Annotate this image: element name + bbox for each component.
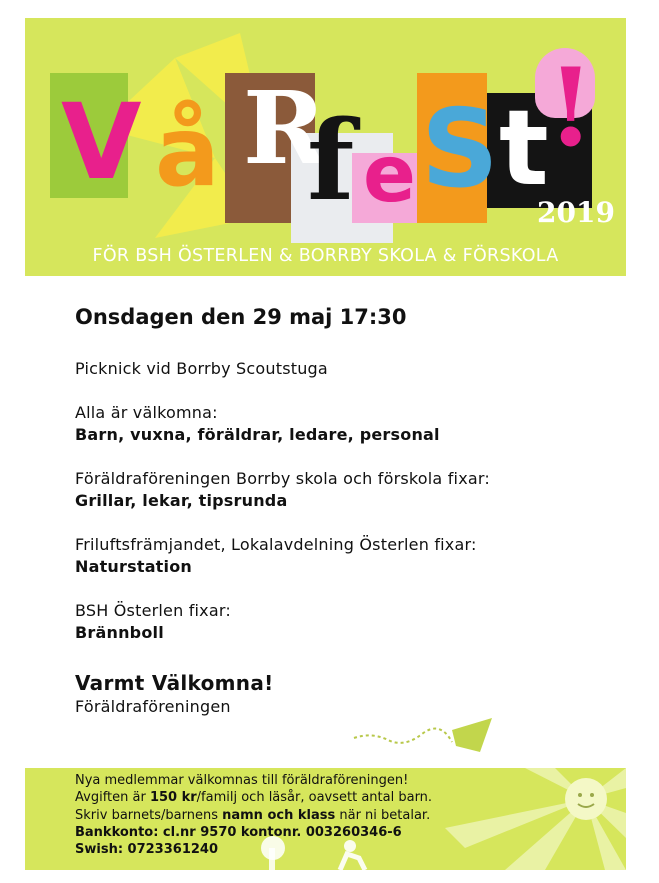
signature: Föräldraföreningen	[75, 697, 231, 716]
fee-text-a: Avgiften är	[75, 790, 150, 805]
welcome-heading: Alla är välkomna:	[75, 403, 218, 422]
note-text-a: Skriv barnets/barnens	[75, 808, 223, 823]
org3-items: Brännboll	[75, 623, 164, 642]
note-emphasis: namn och klass	[222, 808, 336, 823]
kite-icon	[352, 716, 492, 776]
membership-footer	[25, 768, 626, 870]
org2-heading: Friluftsfrämjandet, Lokalavdelning Österlen fixar:	[75, 535, 477, 554]
welcome-list: Barn, vuxna, föräldrar, ledare, personal	[75, 425, 440, 444]
footer-line-3	[75, 808, 430, 823]
event-date: Onsdagen den 29 maj 17:30	[75, 305, 407, 329]
title-letter-3: R	[243, 69, 327, 187]
title-letter-1: V	[61, 81, 142, 203]
title-letter-6: S	[421, 87, 499, 212]
event-year: 2019	[537, 196, 615, 229]
title-letter-8: !	[547, 45, 595, 171]
fee-text-c: /familj och läsår, oavsett antal barn.	[196, 790, 433, 805]
footer-line-1: Nya medlemmar välkomnas till föräldraföreningen!	[75, 773, 409, 788]
fee-amount: 150 kr	[149, 790, 197, 805]
title-letter-4: f	[307, 96, 355, 225]
org1-heading: Föräldraföreningen Borrby skola och förskola fixar:	[75, 469, 490, 488]
swish-number: Swish: 0723361240	[75, 842, 218, 857]
closing-greeting: Varmt Välkomna!	[75, 671, 274, 695]
banner-subtitle: FÖR BSH ÖSTERLEN & BORRBY SKOLA & FÖRSKOLA	[92, 246, 559, 266]
footer-line-2	[75, 790, 432, 805]
title-letter-5: e	[363, 130, 416, 220]
event-location: Picknick vid Borrby Scoutstuga	[75, 359, 328, 378]
header-banner	[25, 18, 626, 276]
note-text-c: när ni betalar.	[335, 808, 431, 823]
org2-items: Naturstation	[75, 557, 193, 576]
org1-items: Grillar, lekar, tipsrunda	[75, 491, 288, 510]
org3-heading: BSH Österlen fixar:	[75, 601, 231, 620]
title-letter-2: å	[155, 96, 220, 208]
bank-account: Bankkonto: cl.nr 9570 kontonr. 003260346-6	[75, 825, 402, 840]
title-letter-7: t	[499, 87, 549, 209]
